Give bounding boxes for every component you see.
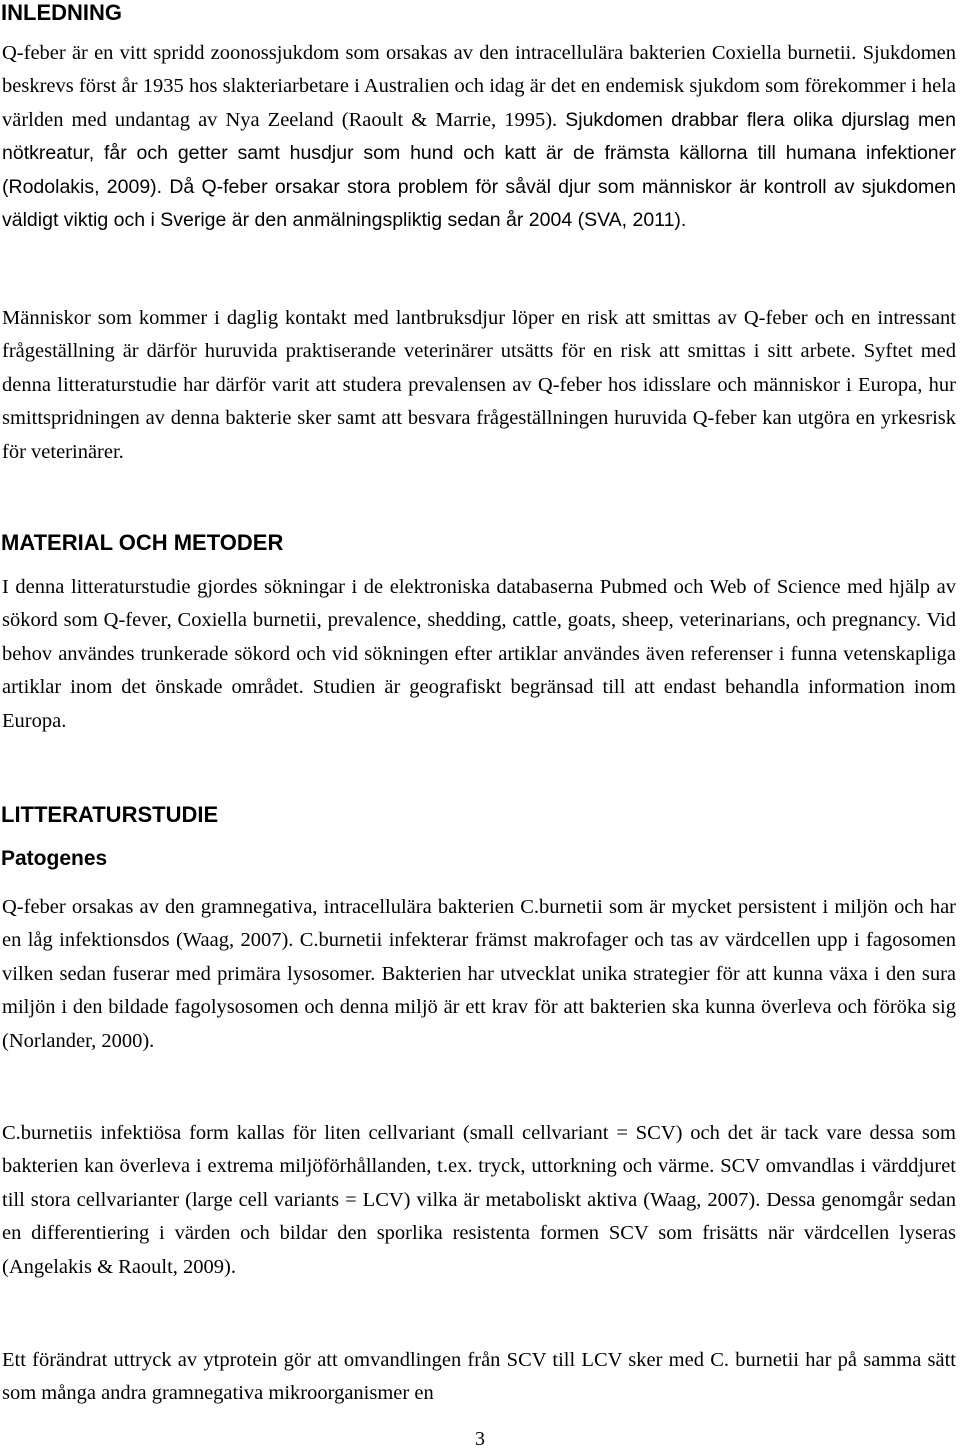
patogenes-heading-block	[1, 847, 107, 871]
section-heading-material: MATERIAL OCH METODER	[1, 530, 284, 555]
patogenes-paragraph-3: Ett förändrat uttryck av ytprotein gör att omvandlingen från SCV till LCV sker med C. burnetii har på samma sätt som många andra gramnegativa mikroorganismer en	[2, 1349, 956, 1405]
section-heading-inledning: INLEDNING	[1, 0, 122, 25]
patogenes-paragraph-3-block	[1, 1344, 956, 1411]
inledning-paragraph-2-block	[1, 302, 956, 469]
subsection-heading-patogenes: Patogenes	[1, 847, 108, 870]
section-heading-litteraturstudie: LITTERATURSTUDIE	[1, 802, 219, 827]
inledning-paragraph-1-block	[1, 37, 956, 237]
inledning-p1-serif: Q-feber är en vitt spridd zoonossjukdom som orsakas av den intracellulära bakterien Coxiella burnetii. Sjukdomen beskrevs först år 1935 hos slakteriarbetare i Australien och idag är det en endemisk sjukdom som förekommer i hela världen med undantag av Nya Zeeland (Raoult & Marrie, 1995).	[2, 42, 956, 131]
patogenes-paragraph-2-block	[1, 1117, 956, 1284]
patogenes-paragraph-1: Q-feber orsakas av den gramnegativa, intracellulära bakterien C.burnetii som är mycket persistent i miljön och har en låg infektionsdos (Waag, 2007). C.burnetii infekterar främst makrofager och tas av värdcellen upp i fagosomen vilken sedan fuserar med primära lysosomer. Bakterien har utvecklat unika strategier för att kunna växa i den sura miljön i den bildade fagolysosomen och denna miljö är ett krav för att bakterien ska kunna överleva och föröka sig (Norlander, 2000).	[2, 896, 956, 1052]
inledning-paragraph-1	[1, 37, 956, 237]
material-heading-block	[1, 530, 283, 556]
inledning-paragraph-2: Människor som kommer i daglig kontakt med lantbruksdjur löper en risk att smittas av Q-feber och en intressant frågeställning är därför huruvida praktiserande veterinärer utsätts för en risk att smittas i sitt arbete. Syftet med denna litteraturstudie har därför varit att studera prevalensen av Q-feber hos idisslare och människor i Europa, hur smittspridningen av denna bakterie sker samt att besvara frågeställningen huruvida Q-feber kan utgöra en yrkesrisk för veterinärer.	[2, 307, 956, 463]
litteratur-heading-block	[1, 802, 218, 828]
material-paragraph-1: I denna litteraturstudie gjordes sökningar i de elektroniska databaserna Pubmed och Web of Science med hjälp av sökord som Q-fever, Coxiella burnetii, prevalence, shedding, cattle, goats, sheep, veterinarians, och pregnancy. Vid behov användes trunkerade sökord och vid sökningen efter artiklar användes även referenser i funna vetenskapliga artiklar inom det önskade området. Studien är geografiskt begränsad till att endast behandla information inom Europa.	[2, 576, 956, 732]
material-paragraph-block	[1, 571, 956, 738]
inledning-p1-sans: Sjukdomen drabbar flera olika djurslag men nötkreatur, får och getter samt husdjur som hund och katt är de främsta källorna till humana infektioner (Rodolakis, 2009). Då Q-feber orsakar stora problem för såväl djur som människor är kontroll av sjukdomen väldigt viktig och i Sverige är den anmälningspliktig sedan år 2004 (SVA, 2011).	[2, 108, 956, 232]
patogenes-paragraph-2: C.burnetiis infektiösa form kallas för liten cellvariant (small cellvariant = SCV) och det är tack vare dessa som bakterien kan överleva i extrema miljöförhållanden, t.ex. tryck, uttorkning och värme. SCV omvandlas i värddjuret till stora cellvarianter (large cell variants = LCV) vilka är metaboliskt aktiva (Waag, 2007). Dessa genomgår sedan en differentiering i värden och bildar den sporlika resistenta formen SCV som frisätts när värdcellen lyseras (Angelakis & Raoult, 2009).	[2, 1122, 956, 1278]
inledning-heading-block	[1, 0, 122, 26]
page-number: 3	[475, 1428, 485, 1450]
patogenes-paragraph-1-block	[1, 891, 956, 1058]
